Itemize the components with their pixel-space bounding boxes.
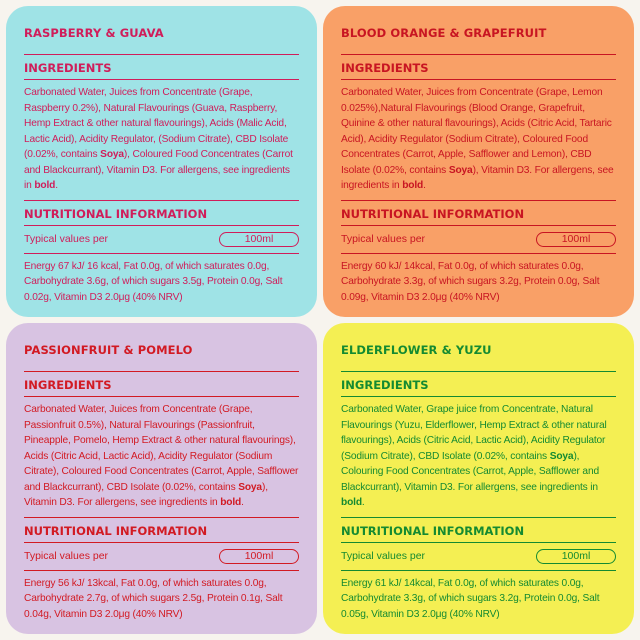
ingredients-heading: INGREDIENTS (24, 61, 112, 75)
typical-values-label: Typical values per (341, 550, 426, 562)
serving-size-pill: 100ml (536, 232, 616, 247)
elderflower-yuzu-card (323, 323, 634, 634)
blood-orange-grapefruit-card (323, 6, 634, 317)
allergen-soya: Soya (448, 164, 473, 176)
nutrition-heading: NUTRITIONAL INFORMATION (341, 206, 525, 221)
nutrition-heading: NUTRITIONAL INFORMATION (24, 523, 208, 538)
allergen-soya: Soya (100, 149, 124, 160)
typical-values-row (24, 543, 299, 570)
bold-word: bold (341, 497, 362, 508)
passionfruit-pomelo-card (6, 323, 317, 634)
allergen-soya: Soya (549, 450, 574, 462)
typical-values-row (341, 543, 616, 570)
nutrition-text: Energy 67 kJ/ 16 kcal, Fat 0.0g, of which saturates 0.0g, Carbohydrate 3.6g, of which sugars 3.5g, Protein 0.0g, Salt 0.02g, Vitamin D3 2.0μg (40% NRV) (24, 260, 283, 303)
typical-values-row (341, 226, 616, 253)
allergen-soya: Soya (238, 481, 262, 493)
flavour-title: ELDERFLOWER & YUZU (341, 343, 492, 357)
ingredients-text: Carbonated Water, Juices from Concentrate (Grape, Raspberry 0.2%), Natural Flavourings (Guava, Raspberry, Hemp Extract & other natural flavourings), Acids (Malic Acid, Lactic Acid), Acidity Regulator, (Sodium Citrate), CBD Isolate (0.02%, contains Soya), Coloured Food Concentrates (Carrot and Blackcurrant), Vitamin D3. For allergens, see ingredients in bold. (24, 87, 293, 191)
typical-values-label: Typical values per (341, 233, 426, 245)
bold-word: bold (402, 180, 424, 191)
raspberry-guava-card (6, 6, 317, 317)
nutrition-heading: NUTRITIONAL INFORMATION (341, 523, 525, 538)
ingredients-heading: INGREDIENTS (341, 61, 429, 75)
ingredients-text: Carbonated Water, Juices from Concentrate (Grape, Passionfruit 0.5%), Natural Flavourings (Passionfruit, Pineapple, Pomelo, Hemp Extract & other natural flavourings), Acids (Citric Acid, Lactic Acid), Acidity Regulator (Sodium Citrate), Coloured Food Concentrates (Carrot, Apple, Safflower and Blackcurrant), CBD Isolate (0.02%, contains Soya), Vitamin D3. For allergens, see ingredients in bold. (24, 404, 299, 508)
serving-size-pill: 100ml (219, 549, 299, 564)
serving-size-pill: 100ml (536, 549, 616, 564)
ingredients-text: Carbonated Water, Grape juice from Concentrate, Natural Flavourings (Yuzu, Elderflower, Hemp Extract & other natural flavourings), Acids (Citric Acid, Lactic Acid), Acidity Regulator (Sodium Citrate), CBD Isolate (0.02%, contains Soya), Colouring Food Concentrates (Carrot, Apple, Safflower and Blackcurrant), Vitamin D3. For allergens, see ingredients in bold. (341, 404, 607, 508)
typical-values-row (24, 226, 299, 253)
ingredients-heading: INGREDIENTS (341, 378, 429, 392)
bold-word: bold (34, 180, 56, 191)
flavour-title: RASPBERRY & GUAVA (24, 26, 164, 40)
ingredients-text: Carbonated Water, Juices from Concentrate (Grape, Lemon 0.025%),Natural Flavourings (Blood Orange, Grapefruit, Quinine & other natural flavourings), Acids (Citric Acid, Tartaric Acid), Acidity Regulator (Sodium Citrate), Coloured Food Concentrates (Carrot, Apple, Safflower and Lemon), CBD Isolate (0.02%, contains Soya), Vitamin D3. For allergens, see ingredients in bold. (341, 87, 614, 191)
nutrition-text: Energy 56 kJ/ 13kcal, Fat 0.0g, of which saturates 0.0g, Carbohydrate 2.7g, of which sugars 2.5g, Protein 0.1g, Salt 0.04g, Vitamin D3 2.0μg (40% NRV) (24, 577, 283, 620)
serving-size-pill: 100ml (219, 232, 299, 247)
nutrition-text: Energy 60 kJ/ 14kcal, Fat 0.0g, of which saturates 0.0g, Carbohydrate 3.3g, of which sugars 3.2g, Protein 0.0g, Salt 0.09g, Vitamin D3 2.0μg (40% NRV) (341, 260, 600, 303)
nutrition-heading: NUTRITIONAL INFORMATION (24, 206, 208, 221)
bold-word: bold (220, 497, 242, 508)
ingredients-heading: INGREDIENTS (24, 378, 112, 392)
typical-values-label: Typical values per (24, 550, 109, 562)
nutrition-text: Energy 61 kJ/ 14kcal, Fat 0.0g, of which saturates 0.0g, Carbohydrate 3.3g, of which sugars 3.2g, Protein 0.0g, Salt 0.05g, Vitamin D3 2.0μg (40% NRV) (341, 577, 600, 620)
flavour-title: BLOOD ORANGE & GRAPEFRUIT (341, 26, 547, 40)
flavour-title: PASSIONFRUIT & POMELO (24, 343, 193, 357)
typical-values-label: Typical values per (24, 233, 109, 245)
